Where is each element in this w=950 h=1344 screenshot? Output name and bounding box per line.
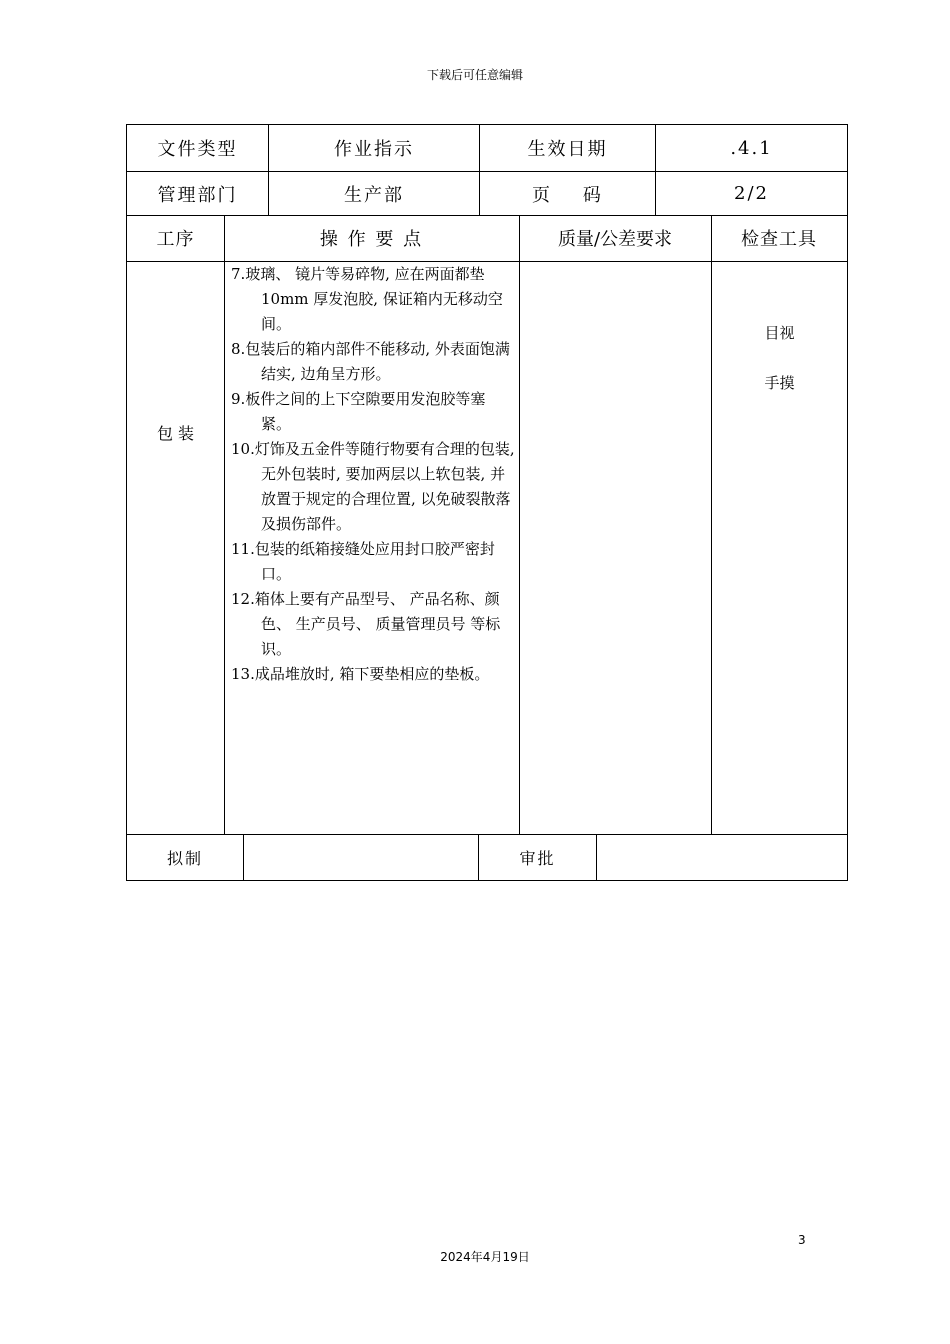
step-item bbox=[231, 337, 515, 387]
step-item bbox=[231, 387, 515, 437]
tool-touch: 手摸 bbox=[764, 374, 795, 392]
step-text: 成品堆放时, 箱下要垫相应的垫板。 bbox=[254, 665, 490, 683]
step-text: 灯饰及五金件等随行物要有合理的包装, 无外包装时, 要加两层以上软包装, 并放置于规定的合理位置, 以免破裂散落及损伤部件。 bbox=[254, 440, 515, 533]
step-item bbox=[231, 587, 515, 662]
approved-value bbox=[597, 835, 847, 880]
process-name: 包 装 bbox=[156, 424, 195, 443]
effective-date-label: 生效日期 bbox=[480, 125, 656, 171]
doc-type-label: 文件类型 bbox=[127, 125, 269, 171]
doc-type-value: 作业指示 bbox=[269, 125, 480, 171]
step-number: 12. bbox=[231, 590, 255, 608]
step-number: 7. bbox=[231, 265, 246, 283]
step-text: 包装后的箱内部件不能移动, 外表面饱满结实, 边角呈方形。 bbox=[245, 340, 510, 383]
operation-steps bbox=[231, 262, 515, 687]
dept-value: 生产部 bbox=[269, 171, 480, 216]
page-number: 3 bbox=[798, 1233, 806, 1247]
signoff-table bbox=[126, 834, 848, 881]
approved-label: 审批 bbox=[479, 835, 597, 880]
column-header-process: 工序 bbox=[156, 229, 195, 250]
header-note: 下载后可任意编辑 bbox=[426, 68, 523, 82]
step-item bbox=[231, 662, 515, 687]
step-number: 10. bbox=[231, 440, 255, 458]
step-item bbox=[231, 262, 515, 337]
step-text: 包装的纸箱接缝处应用封口胶严密封口。 bbox=[254, 540, 495, 583]
column-header-operation-points: 操 作 要 点 bbox=[319, 229, 424, 250]
step-number: 9. bbox=[231, 390, 246, 408]
tool-visual: 目视 bbox=[764, 324, 795, 342]
footer-date: 2024年4月19日 bbox=[440, 1250, 530, 1264]
column-header-inspection-tool: 检查工具 bbox=[741, 229, 817, 250]
step-text: 板件之间的上下空隙要用发泡胶等塞紧。 bbox=[245, 390, 486, 433]
page-value: 2/2 bbox=[734, 183, 769, 204]
step-item bbox=[231, 437, 515, 537]
step-number: 8. bbox=[231, 340, 246, 358]
page-label: 页 码 bbox=[480, 171, 656, 216]
info-table bbox=[126, 124, 848, 216]
effective-date-value: .4.1 bbox=[730, 137, 773, 159]
step-item bbox=[231, 537, 515, 587]
drafted-label: 拟制 bbox=[127, 835, 244, 880]
drafted-value bbox=[244, 835, 479, 880]
column-header-quality: 质量/公差要求 bbox=[557, 229, 673, 250]
step-text: 玻璃、 镜片等易碎物, 应在两面都垫 10mm 厚发泡胶, 保证箱内无移动空间。 bbox=[245, 265, 503, 333]
step-text: 箱体上要有产品型号、 产品名称、颜色、 生产员号、 质量管理员号 等标识。 bbox=[254, 590, 501, 658]
step-number: 11. bbox=[231, 540, 255, 558]
step-number: 13. bbox=[231, 665, 255, 683]
dept-label: 管理部门 bbox=[127, 171, 269, 216]
